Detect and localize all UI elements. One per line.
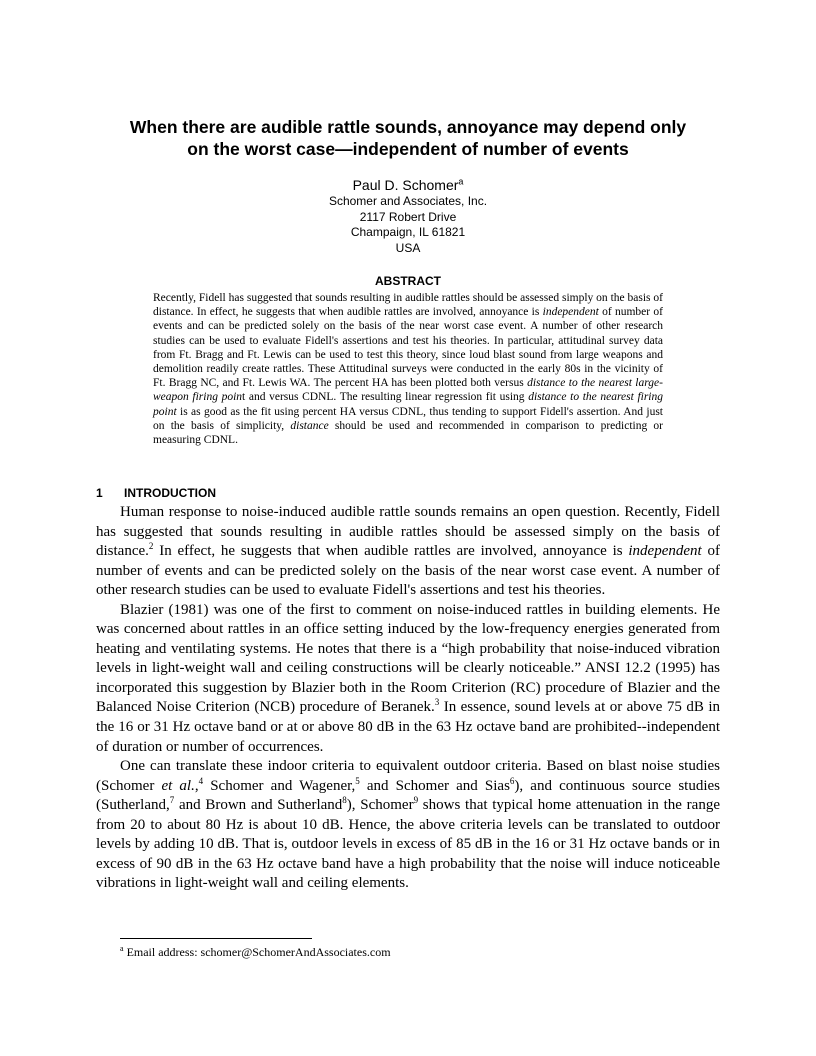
body-paragraph-2 xyxy=(96,601,720,757)
reference-mark: 8 xyxy=(342,795,347,806)
author-name xyxy=(96,176,720,194)
body-paragraph-3 xyxy=(96,757,720,894)
abstract-text: of number of events and can be predicted solely on the basis of the near worst case event. A number of other research studies can be used to evaluate Fidell's assertions and test his theories. In particular, attitudinal survey data from Ft. Bragg and Ft. Lewis can be used to test this theory, since loud blast sound from large weapons and demolition readily create rattles. These Attitudinal surveys were conducted in the early 80s in the vicinity of Ft. Bragg NC, and Ft. Lewis WA. The percent HA has been plotted both versus xyxy=(153,306,663,390)
section-number: 1 xyxy=(96,486,103,500)
reference-mark: 4 xyxy=(198,775,204,786)
title-line-1: When there are audible rattle sounds, annoyance may depend only xyxy=(129,117,687,137)
body-text-run: Blazier (1981) was one of the first to comment on noise-induced rattles in building elements. He was concerned about rattles in an office setting induced by the low-frequency energies generated from heating and ventilating systems. He notes that there is a “high probability that noise-induced vibration levels in light-weight wall and ceiling constructions will be clearly noticeable.” ANSI 12.2 (1995) has incorporated this suggestion by Blazier both in the Room Criterion (RC) procedure of Blazier and the Balanced Noise Criterion (NCB) procedure of Beranek. xyxy=(96,601,720,716)
affiliation-company: Schomer and Associates, Inc. xyxy=(328,194,488,208)
reference-mark: 2 xyxy=(148,541,154,552)
author-name-text: Paul D. Schomer xyxy=(352,177,459,193)
abstract-emphasis: distance xyxy=(290,419,329,432)
body-text-run: In essence, sound levels at or above 75 dB in the 16 or 31 Hz octave band or at or above 80 dB in the 63 Hz octave band are prohibited--independent of duration or number of occurrences. xyxy=(96,699,721,755)
body-paragraph-1 xyxy=(96,503,720,601)
body-emphasis: independent xyxy=(628,543,702,560)
body-text xyxy=(96,503,720,894)
abstract-emphasis: distance to the nearest firing point xyxy=(153,391,664,418)
footnote-text: Email address: schomer@SchomerAndAssociates.com xyxy=(123,945,391,959)
abstract-text: t and versus CDNL. The resulting linear regression fit using xyxy=(242,391,529,404)
body-text-run: In effect, he suggests that when audible rattles are involved, annoyance is xyxy=(153,543,629,560)
body-text-run: shows that typical home attenuation in the range from 20 to about 80 Hz is about 10 dB. Hence, the above criteria levels can be translated to outdoor levels by adding 10 dB. That is, outdoor levels in excess of 85 dB in the 16 or 31 Hz octave bands or in excess of 90 dB in the 63 Hz octave band have a high probability that the noise will induce noticeable vibrations in light-weight wall and ceiling elements. xyxy=(96,797,720,892)
abstract-text: is as good as the fit using percent HA versus CDNL, thus tending to support Fidell's assertion. And just on the basis of simplicity, xyxy=(153,405,663,432)
section-heading xyxy=(96,486,216,501)
reference-mark: 6 xyxy=(509,775,515,786)
body-text-run: and Schomer and Sias xyxy=(359,777,510,794)
reference-mark: 7 xyxy=(169,795,175,806)
author-footnote-mark: a xyxy=(458,176,464,187)
body-text-run: One can translate these indoor criteria to equivalent outdoor criteria. Based on blast noise studies (Schomer xyxy=(96,758,720,794)
body-text-run: Human response to noise-induced audible rattle sounds remains an open question. Recently, Fidell has suggested that sounds resulting in audible rattles should be assessed simply on the basis of distance. xyxy=(96,504,720,560)
footnote-divider xyxy=(120,938,312,939)
section-title: INTRODUCTION xyxy=(124,486,216,500)
abstract-text: should be used and recommended in comparison to predicting or measuring CDNL. xyxy=(153,419,664,447)
body-text-run: ), and continuous source studies (Sutherland, xyxy=(96,777,720,814)
reference-mark: 3 xyxy=(434,697,440,708)
affiliation-country: USA xyxy=(395,240,421,255)
body-emphasis: et al. xyxy=(161,777,195,794)
author-block xyxy=(96,176,720,256)
abstract-emphasis: distance to the nearest large-weapon firing poin xyxy=(153,377,663,404)
body-text-run: , xyxy=(194,777,199,794)
title-line-2: on the worst case—independent of number of events xyxy=(187,139,629,159)
reference-mark: 5 xyxy=(355,775,360,786)
abstract-body xyxy=(153,291,663,447)
paper-title xyxy=(96,116,720,160)
abstract-text: Recently, Fidell has suggested that sounds resulting in audible rattles should be assessed simply on the basis of distance. In effect, he suggests that when audible rattles are involved, annoyance is xyxy=(153,292,663,319)
body-text-run: Schomer and Wagener, xyxy=(203,777,356,794)
body-text-run: of number of events and can be predicted solely on the basis of the near worst case event. A number of other research studies can be used to evaluate Fidell's assertions and test his theories. xyxy=(96,543,720,599)
footnote-mark: a xyxy=(120,944,124,953)
body-text-run: and Brown and Sutherland xyxy=(174,797,343,814)
reference-mark: 9 xyxy=(413,795,419,806)
abstract-heading: ABSTRACT xyxy=(375,274,441,288)
affiliation-city: Champaign, IL 61821 xyxy=(350,225,466,239)
abstract-emphasis: independent xyxy=(542,306,599,319)
footnote xyxy=(120,945,720,960)
body-text-run: ), Schomer xyxy=(346,797,414,814)
affiliation-street: 2117 Robert Drive xyxy=(359,209,457,224)
